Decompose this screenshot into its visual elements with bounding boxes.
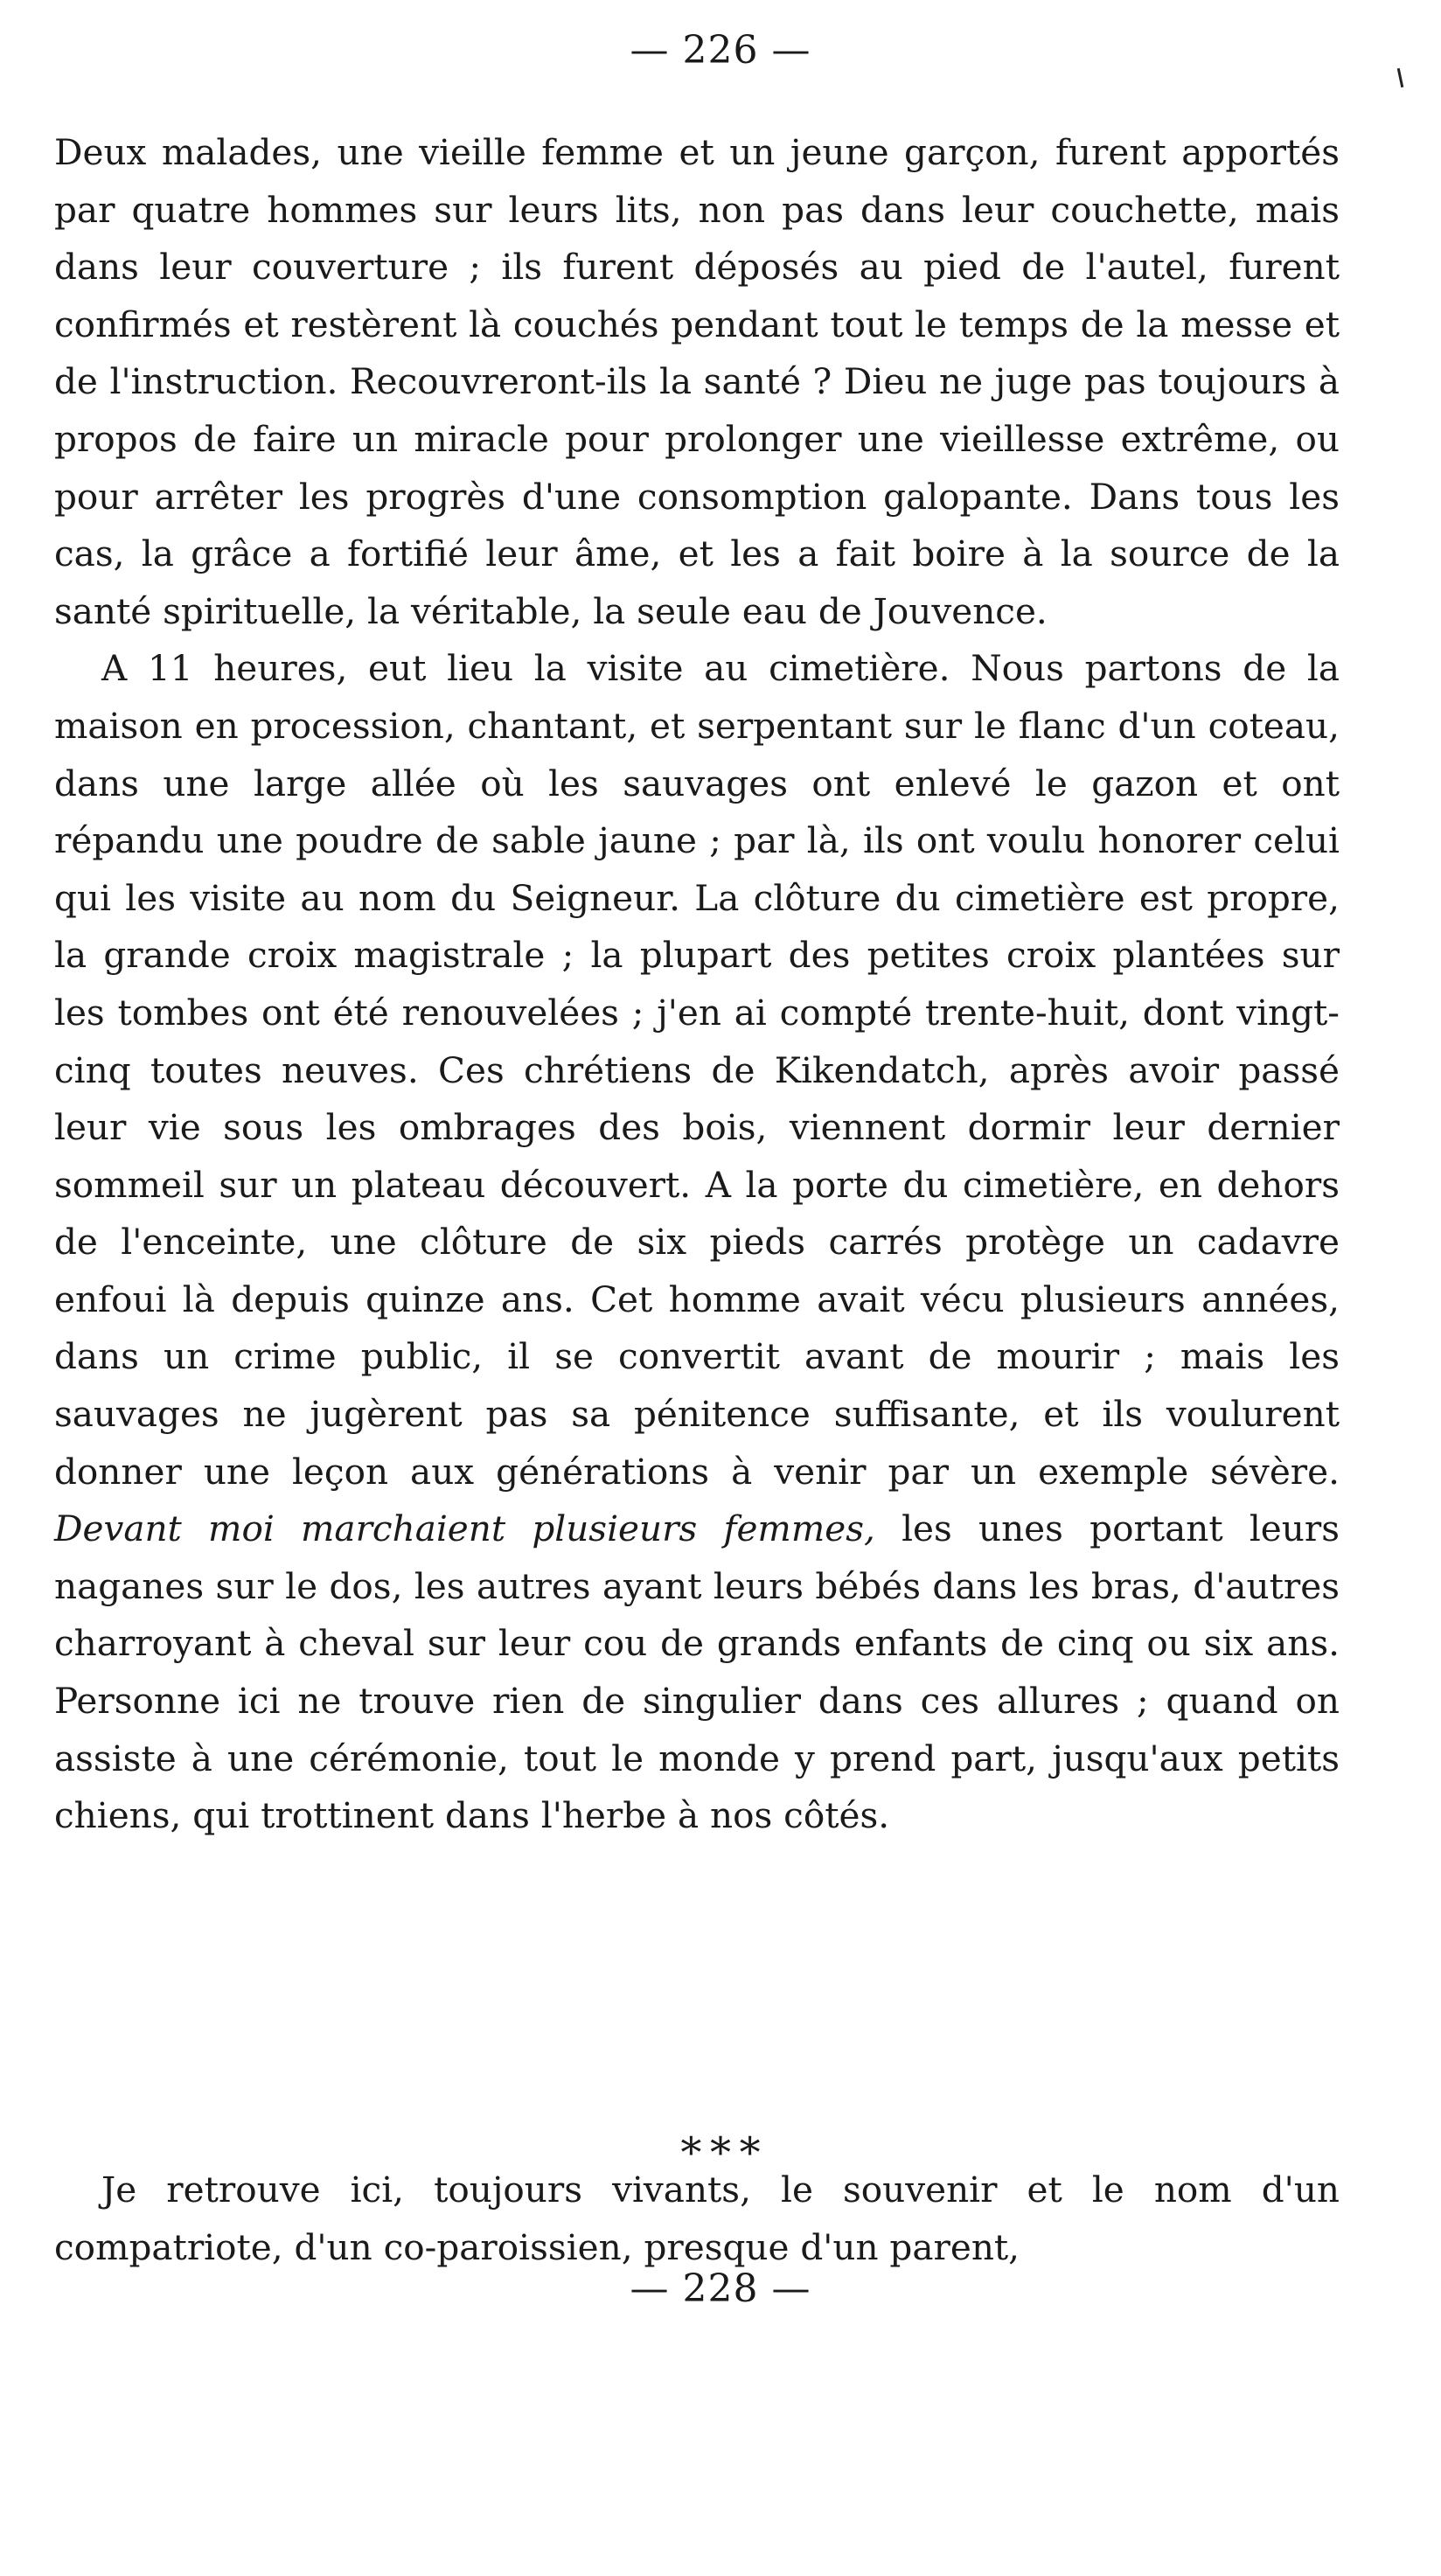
paragraph-2-italic-text: Devant moi marchaient plusieurs femmes,	[54, 1507, 875, 1550]
closing-paragraph: Je retrouve ici, toujours vivants, le souvenir et le nom d'un compatriote, d'un co-paroissien, presque d'un parent,	[54, 2169, 1340, 2268]
paragraph-2	[54, 640, 1340, 1844]
closing-text-block	[54, 2162, 1340, 2276]
page-number-top: — 226 —	[630, 28, 811, 73]
paragraph-2-text-end: les unes portant leurs naganes sur le dos, les autres ayant leurs bébés dans les bras, d'autres charroyant à cheval sur leur cou de grands enfants de cinq ou six ans. Personne ici ne trouve rien de singulier dans ces allures ; quand on assiste à une cérémonie, tout le monde y prend part, jusqu'aux petits chiens, qui trottinent dans l'herbe à nos côtés.	[54, 1507, 1340, 1837]
paragraph-2-text-start: A 11 heures, eut lieu la visite au cimetière. Nous partons de la maison en procession, chantant, et serpentant sur le flanc d'un coteau, dans une large allée où les sauvages ont enlevé le gazon et ont répandu une poudre de sable jaune ; par là, ils ont voulu honorer celui qui les visite au nom du Seigneur. La clôture du cimetière est propre, la grande croix magistrale ; la plupart des petites croix plantées sur les tombes ont été renouvelées ; j'en ai compté trente-huit, dont vingt-cinq toutes neuves. Ces chrétiens de Kikendatch, après avoir passé leur vie sous les ombrages des bois, viennent dormir leur dernier sommeil sur un plateau découvert. A la porte du cimetière, en dehors de l'enceinte, une clôture de six pieds carrés protège un cadavre enfoui là depuis quinze ans. Cet homme avait vécu plusieurs années, dans un crime public, il se convertit avant de mourir ; mais les sauvages ne jugèrent pas sa pénitence suffisante, et ils voulurent donner une leçon aux générations à venir par un exemple sévère.	[54, 647, 1340, 1493]
page-number-bottom: — 228 —	[630, 2266, 811, 2311]
section-separator: * * *	[680, 2128, 761, 2177]
paragraph-1: Deux malades, une vieille femme et un jeune garçon, furent apportés par quatre hommes sur leurs lits, non pas dans leur couchette, mais dans leur couverture ; ils furent déposés au pied de l'autel, furent confirmés et restèrent là couchés pendant tout le temps de la messe et de l'instruction. Recouvreront-ils la santé ? Dieu ne juge pas toujours à propos de faire un miracle pour prolonger une vieillesse extrême, ou pour arrêter les progrès d'une consomption galopante. Dans tous les cas, la grâce a fortifié leur âme, et les a fait boire à la source de la santé spirituelle, la véritable, la seule eau de Jouvence.	[54, 131, 1340, 632]
main-text-block	[54, 124, 1340, 1845]
